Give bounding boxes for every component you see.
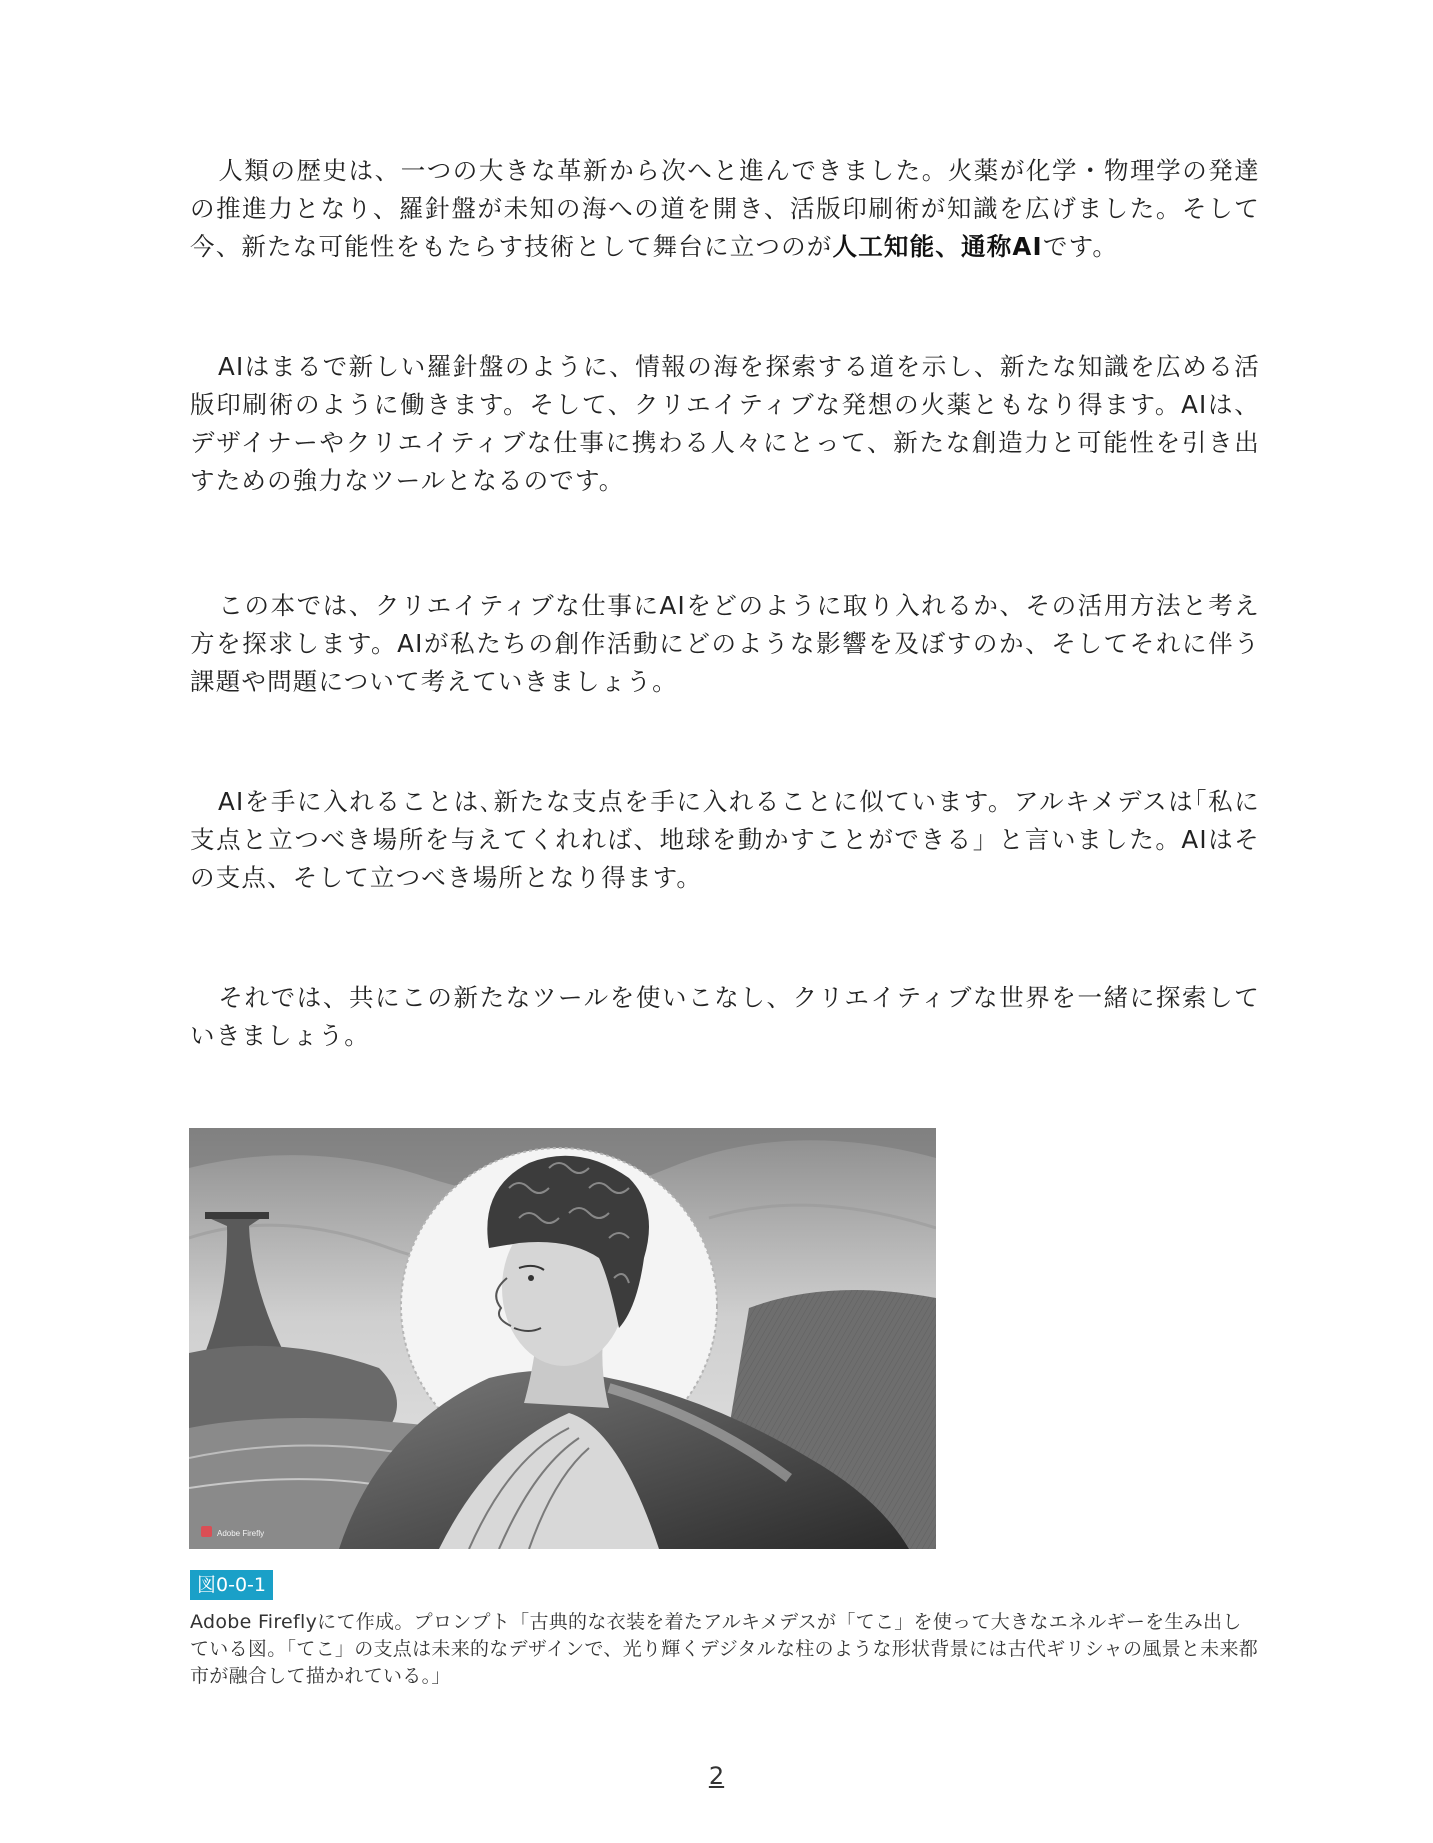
page-number-text: 2 — [708, 1762, 725, 1790]
paragraph-4-text: AIを手に入れることは､新たな支点を手に入れることに似ています。アルキメデスは｢私に支点と立つべき場所を与えてくれれば、地球を動かすことができる」と言いました。AIはその支点、そして立つべき場所となり得ます。 — [190, 787, 1260, 892]
paragraph-4 — [190, 783, 1260, 897]
paragraph-1-text: 人類の歴史は、一つの大きな革新から次へと進んできました。火薬が化学・物理学の発達の推進力となり、羅針盤が未知の海への道を開き、活版印刷術が知識を広げました。そして今、新たな可能性をもたらす技術として舞台に立つのが — [190, 156, 1260, 261]
figure-caption: Adobe Fireflyにて作成。プロンプト「古典的な衣装を着たアルキメデスが「てこ」を使って大きなエネルギーを生み出している図｡「てこ」の支点は未来的なデザインで、光り輝くデジタルな柱のような形状背景には古代ギリシャの風景と未来都市が融合して描かれている。｣ — [190, 1611, 1259, 1687]
archimedes-illustration — [189, 1128, 936, 1549]
paragraph-3 — [190, 587, 1260, 701]
figure-label-badge: 図0-0-1 — [190, 1570, 273, 1600]
page-number — [0, 1762, 1433, 1790]
paragraph-5-text: それでは、共にこの新たなツールを使いこなし、クリエイティブな世界を一緒に探索していきましょう。 — [190, 983, 1260, 1050]
paragraph-1-end: です。 — [1042, 232, 1119, 261]
svg-text:Adobe Firefly: Adobe Firefly — [217, 1529, 265, 1538]
paragraph-1 — [190, 152, 1260, 266]
paragraph-1-bold: 人工知能、通称AI — [832, 232, 1043, 261]
paragraph-5 — [190, 979, 1260, 1055]
paragraph-2-text: AIはまるで新しい羅針盤のように、情報の海を探索する道を示し、新たな知識を広める活版印刷術のように働きます。そして、クリエイティブな発想の火薬ともなり得ます。AIは、デザイナーやクリエイティブな仕事に携わる人々にとって、新たな創造力と可能性を引き出すための強力なツールとなるのです。 — [190, 352, 1260, 495]
paragraph-3-text: この本では、クリエイティブな仕事にAIをどのように取り入れるか、その活用方法と考え方を探求します。AIが私たちの創作活動にどのような影響を及ぼすのか、そしてそれに伴う課題や問題について考えていきましょう。 — [190, 591, 1260, 696]
paragraph-2 — [190, 348, 1260, 500]
